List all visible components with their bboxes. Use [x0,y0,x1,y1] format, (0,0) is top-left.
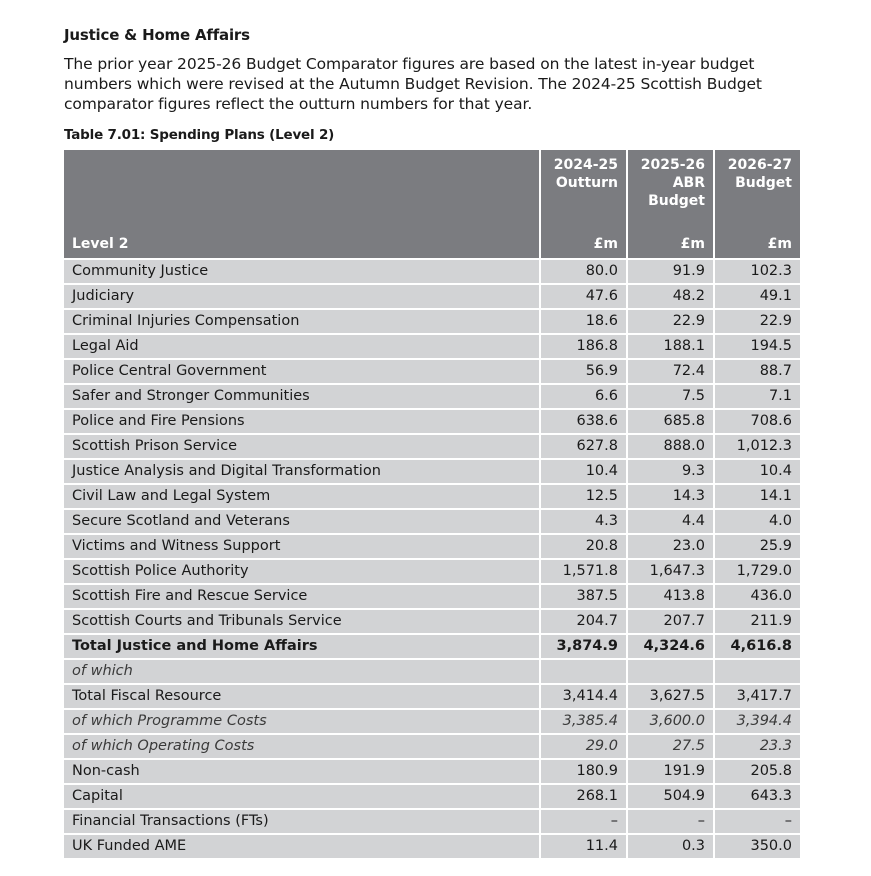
row-label: Total Justice and Home Affairs [64,633,539,658]
row-value: 14.1 [715,483,800,508]
table-row [64,683,800,708]
table-row [64,633,800,658]
row-value: 708.6 [715,408,800,433]
section-heading: Justice & Home Affairs [64,26,250,44]
document-section [64,24,804,858]
row-label: Legal Aid [64,333,539,358]
row-value: 48.2 [628,283,713,308]
row-value: 7.5 [628,383,713,408]
table-caption: Table 7.01: Spending Plans (Level 2) [64,127,335,143]
table-row [64,433,800,458]
row-value [715,658,800,683]
row-value: 3,385.4 [541,708,626,733]
row-value: 0.3 [628,833,713,858]
row-value [628,658,713,683]
table-body [64,258,800,858]
row-value: 4.3 [541,508,626,533]
row-label: Secure Scotland and Veterans [64,508,539,533]
row-label: Justice Analysis and Digital Transformation [64,458,539,483]
table-header-row [64,150,800,236]
table-row [64,533,800,558]
row-value: 191.9 [628,758,713,783]
row-value: 27.5 [628,733,713,758]
row-value: 638.6 [541,408,626,433]
spending-plans-table [62,150,802,858]
row-label: Criminal Injuries Compensation [64,308,539,333]
row-value: 888.0 [628,433,713,458]
row-value: 211.9 [715,608,800,633]
row-label: Scottish Courts and Tribunals Service [64,608,539,633]
row-value: 188.1 [628,333,713,358]
row-value: 22.9 [628,308,713,333]
row-value: 80.0 [541,258,626,283]
row-value: 504.9 [628,783,713,808]
table-row [64,308,800,333]
intro-paragraph: The prior year 2025-26 Budget Comparator figures are based on the latest in-year budget numbers which were revised at the Autumn Budget Revision. The 2024-25 Scottish Budget comparator figures reflect the outturn numbers for that year. [64,55,762,113]
row-value: 1,571.8 [541,558,626,583]
row-value: 4,324.6 [628,633,713,658]
row-value: 268.1 [541,783,626,808]
row-value: 4,616.8 [715,633,800,658]
table-row [64,608,800,633]
row-value: 627.8 [541,433,626,458]
table-row [64,508,800,533]
row-value: 186.8 [541,333,626,358]
unit-label: £m [715,236,800,258]
row-label: of which Programme Costs [64,708,539,733]
row-value: 1,012.3 [715,433,800,458]
row-value: 25.9 [715,533,800,558]
row-value: 11.4 [541,833,626,858]
row-value: – [715,808,800,833]
table-row [64,583,800,608]
table-row [64,283,800,308]
row-label: Safer and Stronger Communities [64,383,539,408]
row-value: 350.0 [715,833,800,858]
table-row [64,733,800,758]
row-label: Scottish Fire and Rescue Service [64,583,539,608]
row-label: Victims and Witness Support [64,533,539,558]
row-value: 22.9 [715,308,800,333]
row-value: 4.4 [628,508,713,533]
row-label: Judiciary [64,283,539,308]
header-level-2: Level 2 [64,150,539,258]
row-label: Police Central Government [64,358,539,383]
row-value: 29.0 [541,733,626,758]
row-value: 1,729.0 [715,558,800,583]
table-row [64,383,800,408]
header-col-2026-27 [715,150,800,236]
row-value: 207.7 [628,608,713,633]
row-value: 23.3 [715,733,800,758]
row-value: 9.3 [628,458,713,483]
table-row [64,483,800,508]
row-value: – [541,808,626,833]
row-value: 194.5 [715,333,800,358]
header-type: ABR [672,175,705,191]
header-col-2024-25 [541,150,626,236]
table-row [64,558,800,583]
row-label: Scottish Prison Service [64,433,539,458]
row-value: 643.3 [715,783,800,808]
row-label: of which [64,658,539,683]
unit-label: £m [541,236,626,258]
table-row [64,458,800,483]
row-label: Capital [64,783,539,808]
header-col-2025-26 [628,150,713,236]
row-value: 14.3 [628,483,713,508]
row-label: Non-cash [64,758,539,783]
row-value: 88.7 [715,358,800,383]
row-value: 12.5 [541,483,626,508]
row-label: of which Operating Costs [64,733,539,758]
row-value: 10.4 [541,458,626,483]
row-label: Total Fiscal Resource [64,683,539,708]
row-label: Community Justice [64,258,539,283]
row-value: – [628,808,713,833]
row-value: 49.1 [715,283,800,308]
row-value: 685.8 [628,408,713,433]
header-type: Budget [735,175,792,191]
table-row [64,358,800,383]
table-row [64,408,800,433]
row-value: 3,600.0 [628,708,713,733]
row-value [541,658,626,683]
header-year: 2025-26 [640,157,705,173]
header-year: 2026-27 [727,157,792,173]
table-row [64,783,800,808]
unit-label: £m [628,236,713,258]
table-row [64,658,800,683]
row-value: 3,394.4 [715,708,800,733]
row-value: 3,874.9 [541,633,626,658]
table-row [64,708,800,733]
row-value: 91.9 [628,258,713,283]
table-row [64,808,800,833]
row-value: 4.0 [715,508,800,533]
row-value: 1,647.3 [628,558,713,583]
row-value: 3,414.4 [541,683,626,708]
row-value: 72.4 [628,358,713,383]
row-value: 56.9 [541,358,626,383]
row-label: Civil Law and Legal System [64,483,539,508]
header-type: Outturn [555,175,618,191]
row-label: Police and Fire Pensions [64,408,539,433]
row-label: UK Funded AME [64,833,539,858]
header-year: 2024-25 [553,157,618,173]
row-value: 102.3 [715,258,800,283]
row-label: Scottish Police Authority [64,558,539,583]
row-value: 180.9 [541,758,626,783]
table-row [64,758,800,783]
row-value: 3,627.5 [628,683,713,708]
table-row [64,333,800,358]
row-value: 23.0 [628,533,713,558]
row-value: 413.8 [628,583,713,608]
row-value: 10.4 [715,458,800,483]
header-type-2: Budget [648,193,705,209]
row-value: 387.5 [541,583,626,608]
row-value: 205.8 [715,758,800,783]
table-row [64,258,800,283]
row-value: 7.1 [715,383,800,408]
row-value: 204.7 [541,608,626,633]
row-value: 6.6 [541,383,626,408]
row-value: 47.6 [541,283,626,308]
row-value: 436.0 [715,583,800,608]
table-row [64,833,800,858]
row-label: Financial Transactions (FTs) [64,808,539,833]
row-value: 3,417.7 [715,683,800,708]
row-value: 20.8 [541,533,626,558]
row-value: 18.6 [541,308,626,333]
